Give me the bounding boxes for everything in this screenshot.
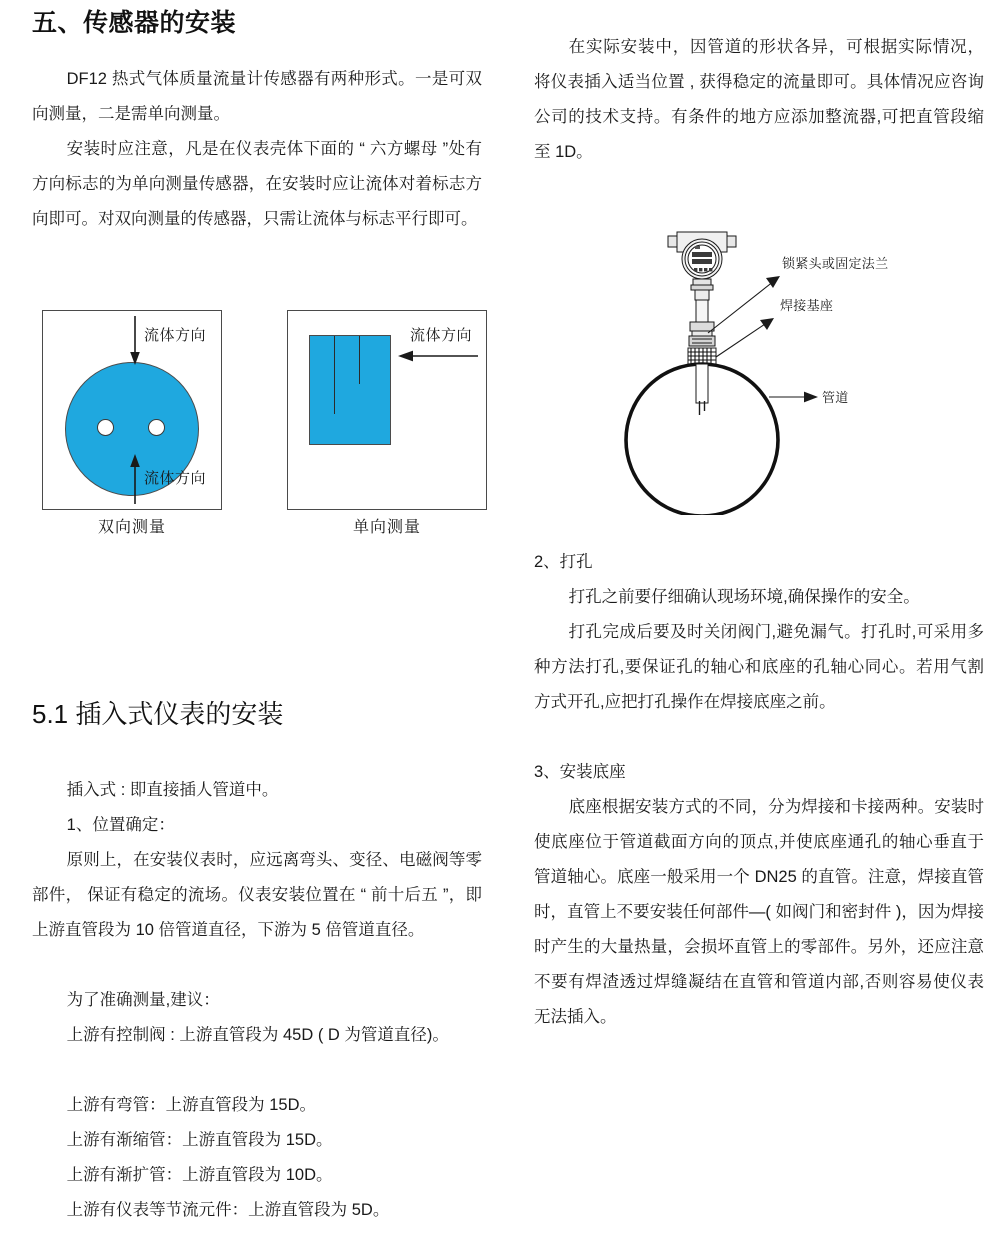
flow-label-right: 流体方向 — [410, 328, 473, 344]
flow-arrow-up-icon — [127, 452, 143, 504]
left-body-3: 原则上，在安装仪表时，应远离弯头、变径、电磁阀等零部件， 保证有稳定的流场。仪表安装位置在 “ 前十后五 ”，即上游直管段为 10 倍管道直径，下游为 5 倍管道直径。 — [32, 851, 482, 939]
left-body-2: 1、位置确定： — [66, 816, 175, 834]
label-lock-head: 锁紧头或固定法兰 — [782, 256, 889, 271]
label-pipe: 管道 — [822, 390, 849, 405]
flow-direction-figure — [32, 302, 484, 542]
sensor-rect-shape — [309, 335, 391, 445]
section-3-heading: 3、安装底座 — [534, 763, 626, 781]
unidirectional-caption: 单向测量 — [352, 519, 421, 536]
left-body-1: 插入式 : 即直接插人管道中。 — [66, 781, 279, 799]
left-body-8: 上游有渐扩管：上游直管段为 10D。 — [66, 1166, 333, 1184]
flow-label-bottom: 流体方向 — [144, 471, 207, 487]
subsection-title: 5.1 插入式仪表的安装 — [32, 699, 284, 729]
left-body-7: 上游有渐缩管：上游直管段为 15D。 — [66, 1131, 333, 1149]
sensor-slit-short — [359, 336, 360, 384]
flow-arrow-left-icon — [396, 348, 478, 364]
section-2-paragraph-1: 打孔之前要仔细确认现场环境,确保操作的安全。 — [568, 588, 920, 606]
flow-label-top: 流体方向 — [144, 328, 207, 344]
section-2-paragraph-2: 打孔完成后要及时关闭阀门,避免漏气。打孔时,可采用多种方法打孔,要保证孔的轴心和底座的孔轴心同心。若用气割方式开孔,应把打孔操作在焊接底座之前。 — [534, 623, 984, 711]
left-body-4: 为了准确测量,建议： — [66, 991, 220, 1009]
left-body-6: 上游有弯管：上游直管段为 15D。 — [66, 1096, 316, 1114]
page-title: 五、传感器的安装 — [32, 9, 237, 37]
left-body-5: 上游有控制阀 : 上游直管段为 45D ( D 为管道直径)。 — [66, 1026, 449, 1044]
sensor-hole-left — [97, 419, 114, 436]
label-weld-base: 焊接基座 — [780, 298, 834, 313]
pipe-insertion-figure — [622, 215, 984, 515]
sensor-slit-long — [334, 336, 335, 414]
section-3-paragraph-1: 底座根据安装方式的不同，分为焊接和卡接两种。安装时使底座位于管道截面方向的顶点,并使底座通孔的轴心垂直于管道轴心。底座一般采用一个 DN25 的直管。注意，焊接直管时，直管上不要安装任何部件—( 如阀门和密封件 )，因为焊接时产生的大量热量，会损坏直管上的零部件。另外，还应注意不要有焊渣透过焊缝凝结在直管和管道内部,否则容易使仪表无法插入。 — [534, 798, 984, 1026]
flow-arrow-down-icon — [127, 316, 143, 366]
section-2-heading: 2、打孔 — [534, 553, 593, 571]
left-paragraph-2: 安装时应注意，凡是在仪表壳体下面的 “ 六方螺母 ”处有方向标志的为单向测量传感器，在安装时应让流体对着标志方向即可。对双向测量的传感器，只需让流体与标志平行即可。 — [32, 140, 482, 228]
left-paragraph-1: DF12 热式气体质量流量计传感器有两种形式。一是可双向测量，二是需单向测量。 — [32, 70, 482, 123]
sensor-hole-right — [148, 419, 165, 436]
left-body-9: 上游有仪表等节流元件：上游直管段为 5D。 — [66, 1201, 390, 1219]
bidirectional-caption: 双向测量 — [97, 519, 166, 536]
right-intro-paragraph: 在实际安装中，因管道的形状各异，可根据实际情况， 将仪表插入适当位置 , 获得稳定的流量即可。具体情况应咨询公司的技术支持。有条件的地方应添加整流器,可把直管段缩至 1D。 — [534, 38, 984, 161]
